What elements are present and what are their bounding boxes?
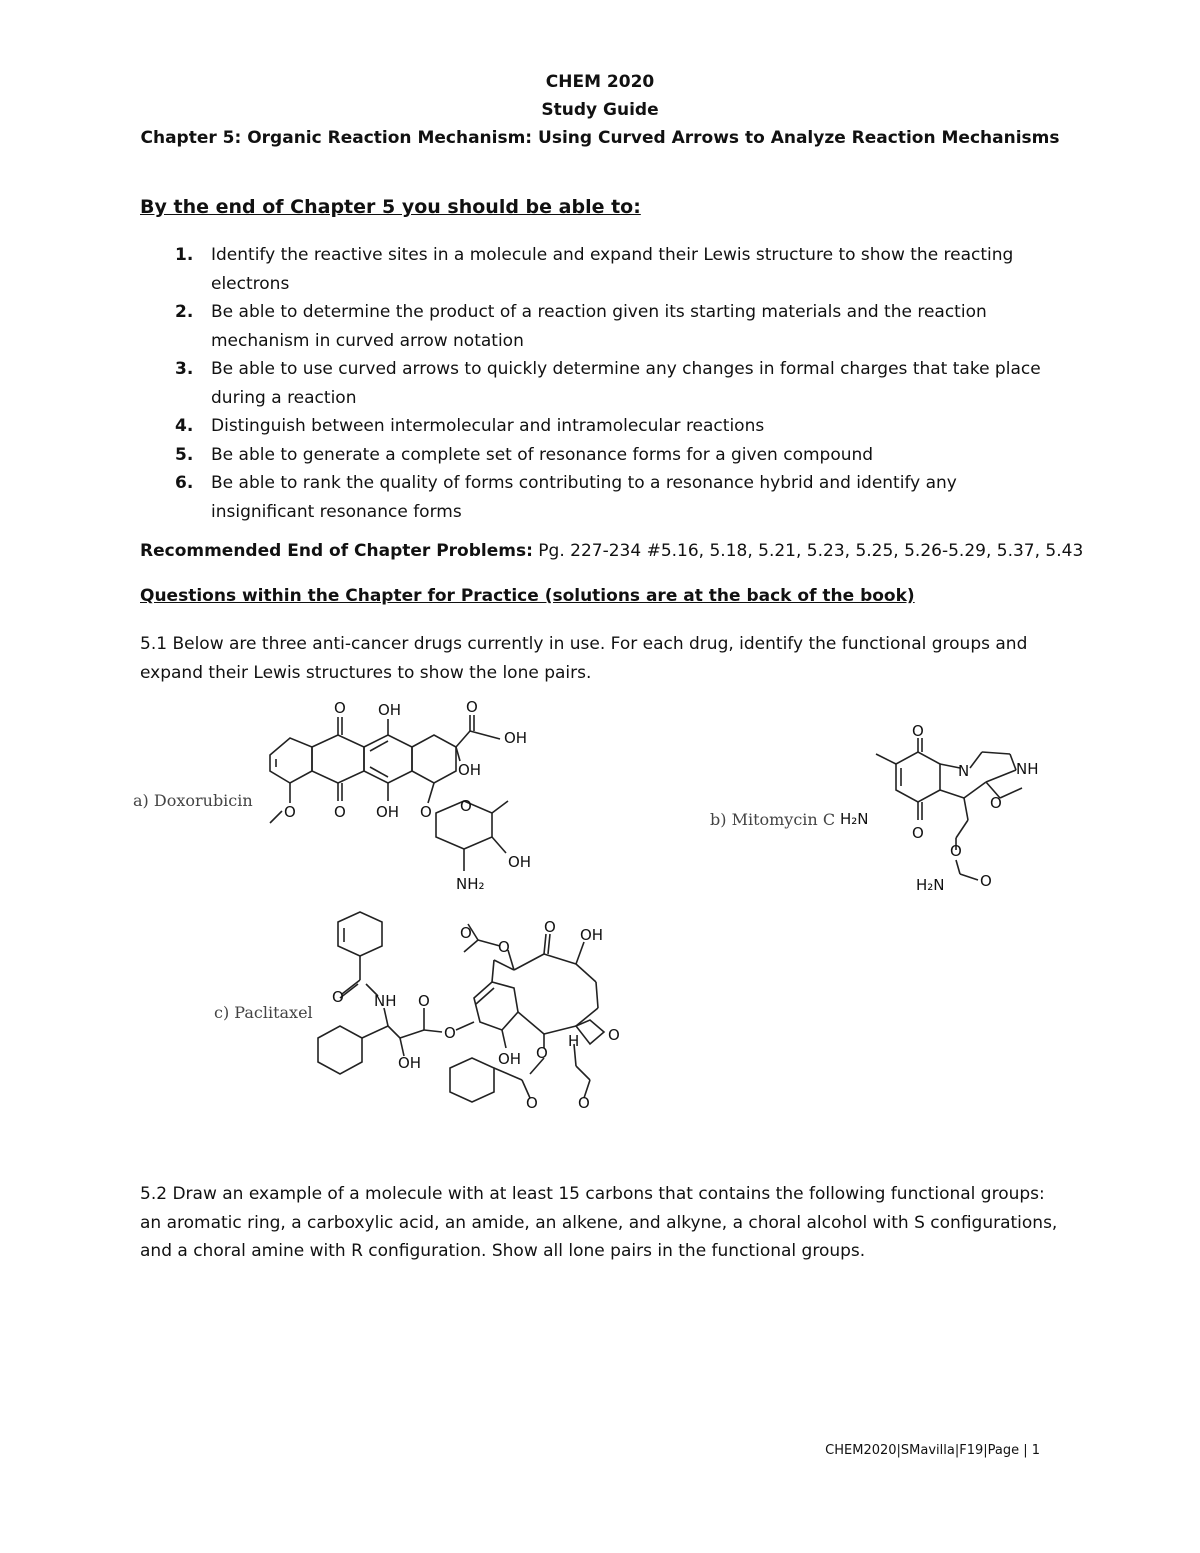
pac-atom-oh2: OH [580,926,604,944]
objective-item: 4. Distinguish between intermolecular and intramolecular reactions [175,416,765,436]
mito-atom-o2: O [990,794,1002,812]
mitomycin-structure [840,724,1060,904]
mitomycin-label: b) Mitomycin C [710,810,836,829]
mito-atom-h2n1: H₂N [840,810,869,828]
page-footer: CHEM2020|SMavilla|F19|Page | 1 [825,1443,1040,1458]
objective-item: 6. Be able to rank the quality of forms contributing to a resonance hybrid and identify any insignificant resonance forms [175,473,957,522]
dox-atom-o6: O [460,797,472,815]
mito-atom-n: N [958,762,970,780]
pac-atom-o10: O [578,1094,590,1108]
mito-atom-o3: O [912,824,924,842]
dox-atom-oh2: OH [504,729,528,747]
dox-atom-oh3: OH [458,761,482,779]
pac-atom-o5: O [498,938,510,956]
pac-atom-h: H [568,1032,580,1050]
pac-atom-o4: O [460,924,472,942]
pac-atom-o3: O [444,1024,456,1042]
mito-atom-h2n2: H₂N [916,876,945,894]
mito-atom-o1: O [912,724,924,740]
mito-atom-nh: NH [1016,760,1039,778]
recommended-problems: Recommended End of Chapter Problems: Pg. 227-234 #5.16, 5.18, 5.21, 5.23, 5.25, 5.26-5.29, 5.37, 5.43 [140,541,1084,561]
pac-atom-oh1: OH [398,1054,422,1072]
mito-atom-o5: O [980,872,992,890]
pac-atom-o7: O [536,1044,548,1062]
dox-atom-nh2: NH₂ [456,875,485,893]
objective-item: 1. Identify the reactive sites in a molecule and expand their Lewis structure to show the reacting electrons [175,245,1014,294]
objectives-heading: By the end of Chapter 5 you should be able to: [140,196,641,218]
doc-type-title: Study Guide [541,100,659,120]
pac-atom-o6: O [544,918,556,936]
objective-item: 2. Be able to determine the product of a reaction given its starting materials and the reaction mechanism in curved arrow notation [175,302,987,351]
pac-atom-o9: O [526,1094,538,1108]
chapter-title: Chapter 5: Organic Reaction Mechanism: Using Curved Arrows to Analyze Reaction Mechanisms [140,128,1060,148]
question-5-2: 5.2 Draw an example of a molecule with at least 15 carbons that contains the following functional groups: an aromatic ring, a carboxylic acid, an amide, an alkene, and alkyne, a choral alcohol with S configurations, and a choral amine with R configuration. Show all lone pairs in the functional groups. [140,1184,1058,1261]
doxorubicin-label: a) Doxorubicin [133,791,253,810]
objective-item: 3. Be able to use curved arrows to quickly determine any changes in formal charges that take place during a reaction [175,359,1041,408]
dox-atom-o5: O [420,803,432,821]
dox-atom-oh5: OH [508,853,532,871]
pac-atom-o8: O [608,1026,620,1044]
mito-atom-o4: O [950,842,962,860]
question-5-1: 5.1 Below are three anti-cancer drugs currently in use. For each drug, identify the functional groups and expand their Lewis structures to show the lone pairs. [140,634,1028,683]
pac-atom-oh3: OH [498,1050,522,1068]
pac-atom-nh: NH [374,992,397,1010]
dox-atom-o2: O [466,698,478,716]
objective-item: 5. Be able to generate a complete set of resonance forms for a given compound [175,444,874,465]
dox-atom-o4: O [334,803,346,821]
dox-atom-o1: O [334,699,346,717]
dox-atom-o3: O [284,803,296,821]
practice-heading: Questions within the Chapter for Practice (solutions are at the back of the book) [140,586,915,606]
objectives-list [140,241,1060,526]
pac-atom-o1: O [332,988,344,1006]
course-title: CHEM 2020 [545,72,655,92]
paclitaxel-label: c) Paclitaxel [214,1003,313,1022]
dox-atom-oh1: OH [378,701,402,719]
paclitaxel-structure [308,908,638,1108]
doxorubicin-structure [260,695,545,900]
dox-atom-oh4: OH [376,803,400,821]
pac-atom-o2: O [418,992,430,1010]
